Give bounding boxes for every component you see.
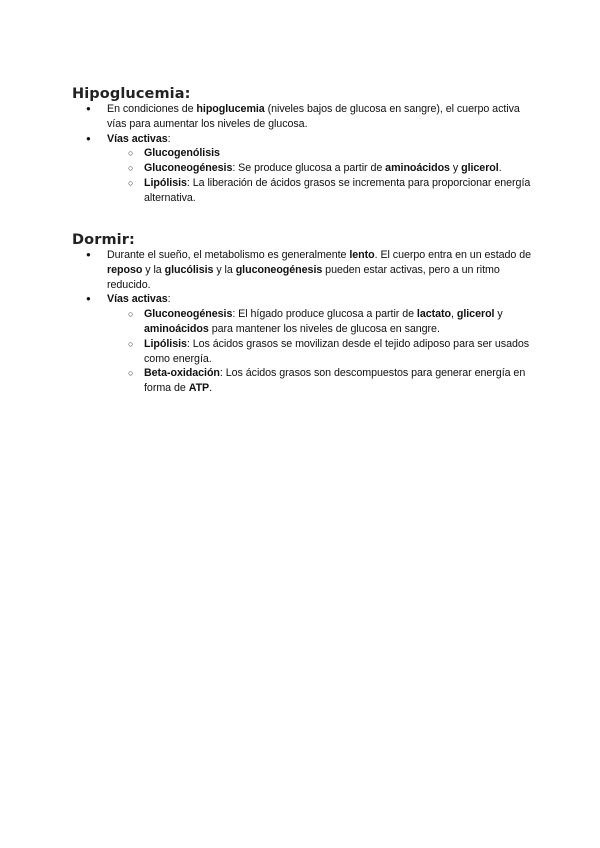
pathways-label: Vías activas — [107, 293, 168, 306]
bold-term: aminoácidos — [144, 322, 209, 335]
pathway-item — [107, 176, 532, 206]
bold-term: lento — [349, 249, 375, 261]
bold-term: Glucogenólisis — [144, 147, 220, 160]
bold-term: reposo — [107, 263, 143, 276]
text-run: : El hígado produce glucosa a partir de — [232, 308, 417, 321]
section-hipoglucemia — [72, 86, 532, 206]
bold-term: Lipólisis — [144, 176, 187, 189]
text-run: para mantener los niveles de glucosa en sangre. — [208, 322, 440, 335]
text-run: . — [209, 382, 213, 395]
pathway-item — [107, 337, 532, 367]
pathways-bullet — [72, 292, 532, 396]
bold-term: ATP — [188, 382, 210, 395]
text-run: : Se produce glucosa a partir de — [232, 162, 386, 175]
bullet-list — [72, 248, 532, 396]
text-run: y — [449, 162, 462, 175]
section-heading: Dormir: — [72, 232, 135, 248]
section-heading: Hipoglucemia: — [72, 86, 191, 102]
bold-term: hipoglucemia — [196, 103, 265, 115]
bold-term: glucólisis — [164, 263, 214, 276]
pathways-bullet — [72, 132, 532, 206]
bold-term: glicerol — [461, 162, 499, 175]
bold-term: lactato — [416, 308, 452, 321]
bold-term: Beta-oxidación — [144, 367, 220, 380]
text-run: Durante el sueño, el metabolismo es generalmente — [107, 249, 350, 261]
text-run: y — [494, 308, 503, 321]
bullet-list — [72, 102, 532, 206]
text-run: : Los ácidos grasos son descompuestos para generar energía en forma de — [144, 367, 526, 395]
pathway-item — [107, 146, 532, 161]
bold-term: Lipólisis — [144, 337, 187, 350]
text-run: y la — [142, 263, 165, 276]
bold-term: glicerol — [456, 308, 495, 321]
text-run: . El cuerpo entra en un estado de — [374, 249, 532, 261]
pathways-list — [107, 146, 532, 205]
pathway-item — [107, 161, 532, 176]
bold-term: aminoácidos — [385, 162, 450, 175]
text-run: , — [451, 308, 457, 321]
text-run: (niveles bajos de glucosa en sangre), el cuerpo activa vías para aumentar los niveles de glucosa. — [107, 103, 520, 130]
pathway-item — [107, 366, 532, 396]
pathways-colon: : — [167, 132, 171, 145]
text-run: pueden estar activas, pero a un ritmo reducido. — [107, 263, 500, 291]
pathways-label: Vías activas — [107, 132, 168, 145]
intro-bullet — [72, 102, 532, 132]
text-run: : La liberación de ácidos grasos se incrementa para proporcionar energía alternativa. — [144, 176, 531, 204]
section-dormir — [72, 232, 532, 396]
text-run: . — [498, 162, 502, 175]
pathway-item — [107, 307, 532, 337]
pathways-colon: : — [167, 293, 171, 306]
text-run: En condiciones de — [107, 103, 197, 115]
bold-term: Gluconeogénesis — [144, 162, 233, 175]
text-run: y la — [213, 263, 236, 276]
pathways-list — [107, 307, 532, 396]
bold-term: gluconeogénesis — [235, 263, 323, 276]
bold-term: Gluconeogénesis — [144, 308, 233, 321]
intro-bullet — [72, 248, 532, 292]
text-run: : Los ácidos grasos se movilizan desde el tejido adiposo para ser usados como energía. — [144, 337, 530, 365]
